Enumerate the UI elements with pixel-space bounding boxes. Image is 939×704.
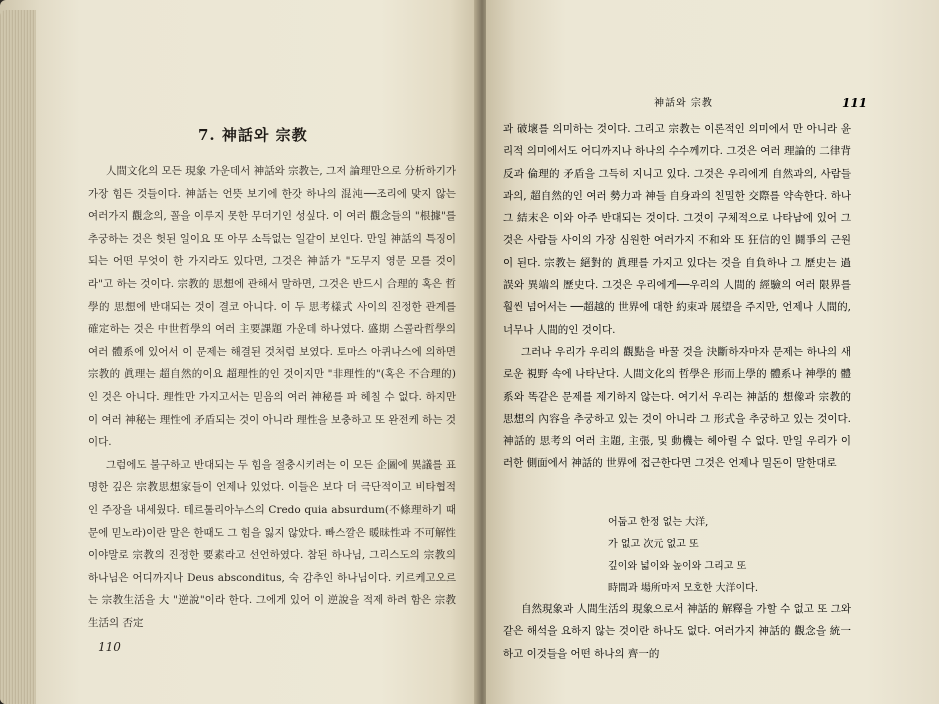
page-number-left: 110 xyxy=(98,640,121,654)
left-page-body xyxy=(88,160,456,634)
poem-line: 어둡고 한정 없는 大洋, xyxy=(608,517,709,528)
poem-line: 가 없고 次元 없고 또 xyxy=(608,539,699,550)
right-page-body xyxy=(503,118,851,475)
page-number-right: 111 xyxy=(842,96,868,110)
poem-line: 깊이와 넓이와 높이와 그리고 또 xyxy=(608,561,747,572)
page-edges xyxy=(0,10,36,704)
left-paragraph-2: 그럼에도 불구하고 반대되는 두 힘을 절충시키려는 이 모든 企圖에 異議를 표명한 깊은 宗教思想家들이 언제나 있었다. 이들은 보다 더 극단적이고 비타협적인 주장을 내세웠다. 테르툴리아누스의 Credo quia absurdum(不條理하기 때문에 믿노라)이란 말은 한때도 그 힘을 잃지 않았다. 빠스깔은 暖昧性과 不可解性이야말로 宗教의 진정한 要素라고 선언하였다. 참된 하나님, 그리스도의 宗教의 하나님은 어디까지나 Deus absconditus, 숙 감추인 하나님이다. 키르케고오르는 宗教生活을 大 "逆說"이라 한다. 그에게 있어 이 逆說을 적제 하려 함은 宗教生活의 否定 xyxy=(88,458,456,629)
right-paragraph-2: 그러나 우리가 우리의 觀點을 바꿀 것을 決斷하자마자 문제는 하나의 새로운 視野 속에 나타난다. 人間文化의 哲學은 形而上學的 體系나 神學的 體系와 똑같은 문제를 제기하지 않는다. 여기서 우리는 神話的 想像과 宗教的 思想의 內容을 추궁하고 있는 것이 아니라 그 形式을 추궁하고 있는 것이다. 神話的 思考의 여러 主題, 主張, 및 動機는 헤아릴 수 없다. 만일 우리가 이러한 側面에서 神話的 世界에 접근한다면 그것은 언제나 밀돈이 말한대로 xyxy=(503,345,851,470)
poem-quote xyxy=(608,512,828,600)
right-page-body-bottom xyxy=(503,598,851,665)
right-paragraph-continued: 과 破壞를 의미하는 것이다. 그리고 宗教는 이론적인 의미에서 만 아니라 윤리적 의미에서도 어디까지나 하나의 수수께끼다. 그것은 여러 理論的 二律背反과 倫理的 矛盾을 그득히 지니고 있다. 그것은 우리에게 自然과의, 사람들과의, 超自然的인 여러 勢力과 神들 自身과의 친밀한 交際를 약속한다. 하나 그 結末은 이와 아주 반대되는 것이다. 그것이 구체적으로 나타남에 있어 그것은 사람들 사이의 가장 심원한 여러가지 不和와 또 狂信的인 鬪爭의 근원이 된다. 宗教는 絕對的 眞理를 가지고 있다는 것을 自負하나 그 歷史는 過誤와 異端의 歷史다. 그것은 우리에게──우리의 人間的 經驗의 여러 限界를 훨씬 넘어서는 ──超越的 世界에 대한 約束과 展望을 주지만, 언제나 人間的, 너무나 人間的인 것이다. xyxy=(503,123,851,336)
running-head: 神話와 宗教 xyxy=(654,98,713,109)
right-paragraph-3: 自然現象과 人間生活의 現象으로서 神話的 解釋을 가할 수 없고 또 그와 같은 해석을 요하지 않는 것이란 하나도 없다. 여러가지 神話的 觀念을 統一하고 이것들을 어떤 하나의 齊一的 xyxy=(503,603,851,660)
chapter-title: 7. 神話와 宗教 xyxy=(198,126,308,144)
poem-line: 時間과 場所마저 모호한 大洋이다. xyxy=(608,583,758,594)
left-paragraph-1: 人間文化의 모든 現象 가운데서 神話와 宗教는, 그저 論理만으로 分析하기가 가장 힘든 것들이다. 神話는 언뜻 보기에 한갓 하나의 混沌──조리에 맞지 않는 여러가지 觀念의, 꼴을 이루지 못한 무더기인 성싶다. 이 여러 觀念들의 "根據"를 추궁하는 것은 헛된 일이요 또 아무 소득없는 일같이 보인다. 만일 神話의 특징이 되는 어떤 무엇이 한 가지라도 있다면, 그것은 神話가 "도무지 영문 모를 것이라"고 하는 것이다. 宗教的 思想에 관해서 말하면, 그것은 반드시 合理的 혹은 哲學的 思想에 반대되는 것이 결코 아니다. 이 두 思考樣式 사이의 진정한 관계를 確定하는 것은 中世哲學의 여러 主要課題 가운데 하나였다. 盛期 스콜라哲學의 여러 體系에 있어서 이 문제는 해결된 것처럼 보였다. 토마스 아퀴나스에 의하면 宗教的 眞理는 超自然的이요 超理性的인 것이지만 "非理性的"(혹은 不合理的)인 것은 아니다. 理性만 가지고서는 믿음의 여러 神秘를 파 헤칠 수 없다. 하지만 이 여러 神秘는 理性에 矛盾되는 것이 아니라 理性을 보충하고 또 완전케 하는 것이다. xyxy=(88,165,456,449)
